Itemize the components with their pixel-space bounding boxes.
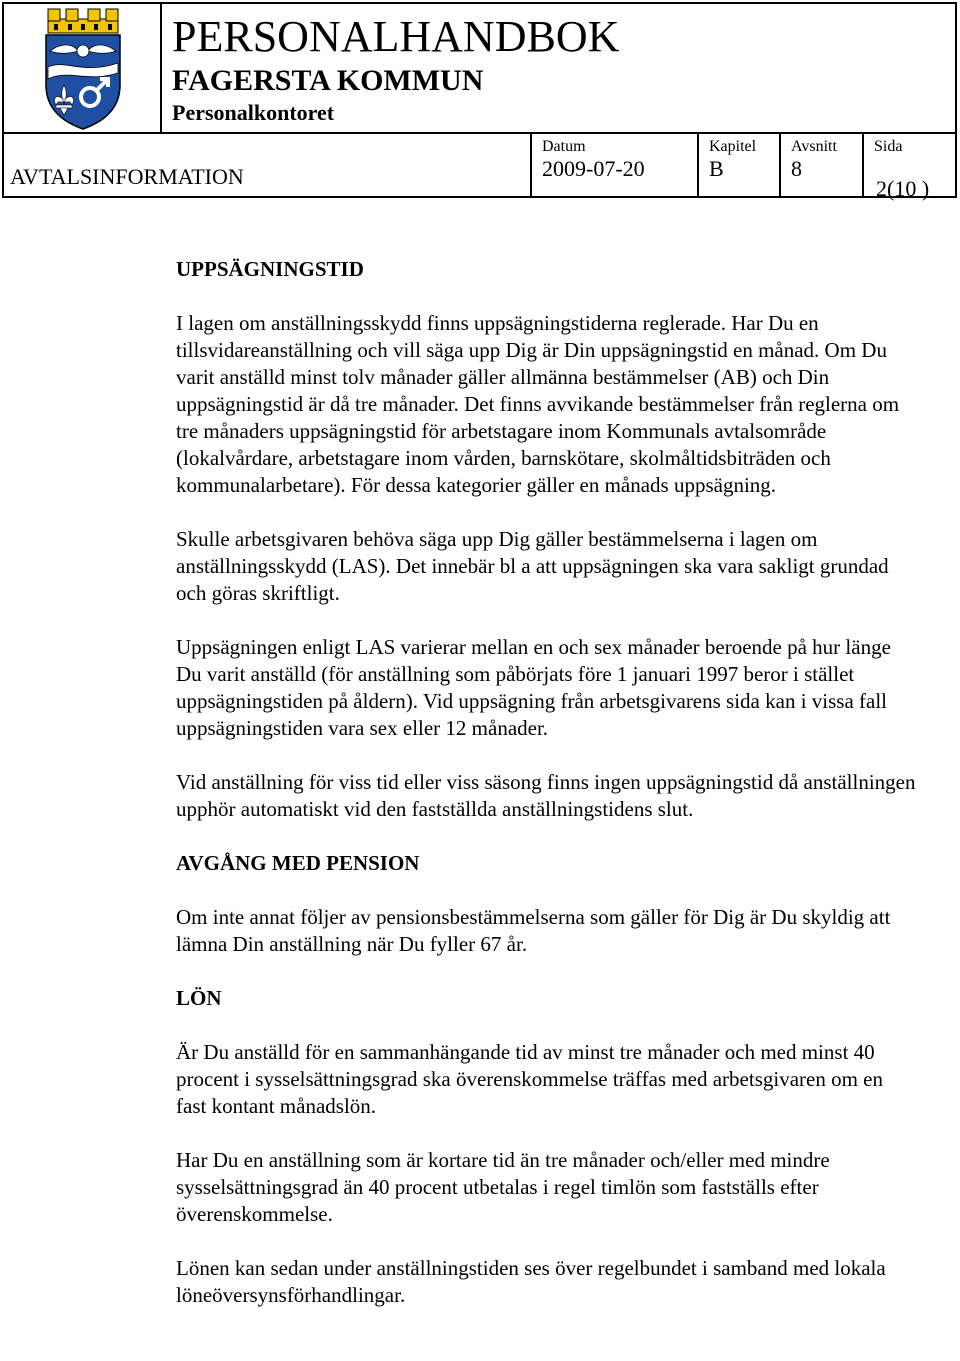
organization-name: FAGERSTA KOMMUN [172, 64, 484, 97]
municipality-crest-logo [42, 7, 124, 131]
document-title: PERSONALHANDBOK [172, 12, 620, 61]
department-name: Personalkontoret [172, 100, 335, 125]
chapter-value: B [709, 156, 724, 181]
section-cell [4, 134, 532, 196]
paragraph: Skulle arbetsgivaren behöva säga upp Dig gäller bestämmelserna i lagen om anställningsskydd (LAS). Det innebär bl a att uppsägningen ska vara sakligt grundad och göras skriftligt. [176, 527, 889, 605]
page-number: 2(10 ) [876, 176, 930, 201]
date-value: 2009-07-20 [542, 156, 645, 181]
paragraph: Är Du anställd för en sammanhängande tid av minst tre månader och med minst 40 procent i sysselsättningsgrad ska överenskommelse träffas med arbetsgivaren om en fast kontant månadslön. [176, 1040, 883, 1118]
date-cell [532, 134, 699, 196]
avsnitt-value: 8 [791, 156, 802, 181]
chapter-label: Kapitel [709, 138, 757, 155]
section-heading: LÖN [176, 986, 222, 1010]
document-header [2, 2, 957, 201]
paragraph: Uppsägningen enligt LAS varierar mellan en och sex månader beroende på hur länge Du varit anställd (för anställning som påbörjats före 1 januari 1997 beror i stället uppsägningstiden på åldern). Vid uppsägning från arbetsgivarens sida kan i vissa fall uppsägningstiden vara sex eller 12 månader. [176, 635, 891, 740]
section-heading: AVGÅNG MED PENSION [176, 851, 420, 875]
page-cell [864, 134, 955, 201]
title-cell [162, 4, 955, 134]
avsnitt-cell [781, 134, 864, 196]
paragraph: Lönen kan sedan under anställningstiden ses över regelbundet i samband med lokala löneöversynsförhandlingar. [176, 1256, 886, 1307]
paragraph: I lagen om anställningsskydd finns uppsägningstiderna reglerade. Har Du en tillsvidareanställning och vill säga upp Dig är Din uppsägningstid en månad. Om Du varit anställd minst tolv månader gäller allmänna bestämmelser (AB) och Din uppsägningstid är då tre månader. Det finns avvikande bestämmelser från reglerna om tre månaders uppsägningstid för arbetstagare inom Kommunals avtalsområde (lokalvårdare, arbetstagare inom vården, barnskötare, skolmåltidsbiträden och kommunalarbetare). För dessa kategorier gäller en månads uppsägning. [176, 311, 900, 497]
section-heading: UPPSÄGNINGSTID [176, 257, 364, 281]
date-label: Datum [542, 138, 586, 155]
section-label: AVTALSINFORMATION [10, 164, 244, 189]
logo-cell [4, 4, 162, 134]
document-body [176, 256, 916, 1309]
chapter-cell [699, 134, 781, 196]
avsnitt-label: Avsnitt [791, 138, 837, 155]
paragraph: Vid anställning för viss tid eller viss säsong finns ingen uppsägningstid då anställningen upphör automatiskt vid den fastställda anställningstidens slut. [176, 770, 916, 821]
paragraph: Har Du en anställning som är kortare tid än tre månader och/eller med mindre sysselsättningsgrad än 40 procent utbetalas i regel timlön som fastställs efter överenskommelse. [176, 1148, 830, 1226]
paragraph: Om inte annat följer av pensionsbestämmelserna som gäller för Dig är Du skyldig att lämna Din anställning när Du fyller 67 år. [176, 905, 891, 956]
header-meta-row [4, 134, 955, 201]
page-label: Sida [874, 138, 903, 155]
